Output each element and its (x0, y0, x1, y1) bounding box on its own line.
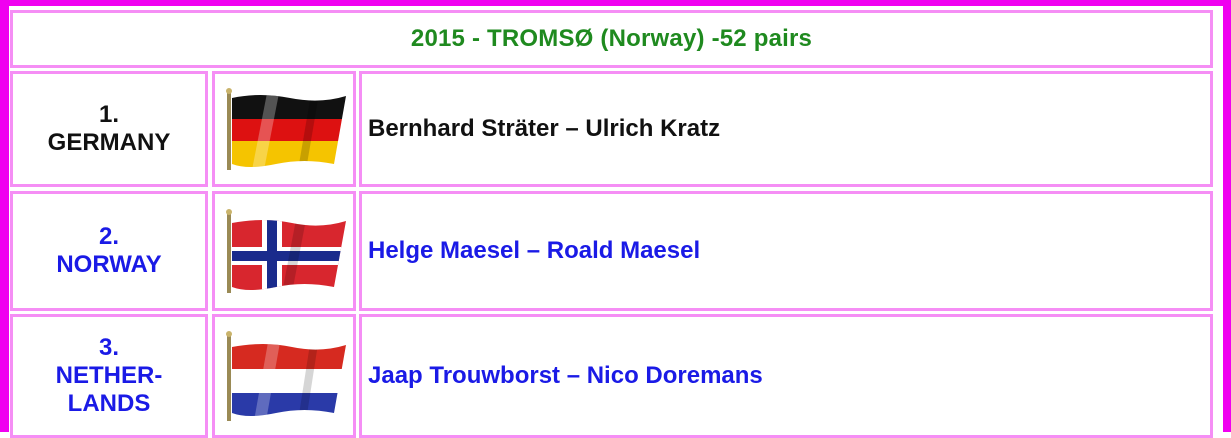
table-title-cell (10, 10, 1213, 68)
rank-cell-3 (10, 314, 208, 438)
pair-cell-1 (359, 71, 1213, 187)
flag-cell-2 (212, 191, 356, 311)
rank-cell-1 (10, 71, 208, 187)
rank-country-2: 2. NORWAY (56, 223, 162, 278)
rank-country-1: 1. GERMANY (47, 101, 171, 156)
pair-cell-3 (359, 314, 1213, 438)
pair-cell-2 (359, 191, 1213, 311)
pair-names-2: Helge Maesel – Roald Maesel (368, 237, 701, 264)
flag-cell-1 (212, 71, 356, 187)
rank-cell-2 (10, 191, 208, 311)
norway-flag-icon (220, 209, 348, 293)
germany-flag-icon (220, 88, 348, 170)
table-title: 2015 - TROMSØ (Norway) -52 pairs (410, 25, 813, 52)
flag-cell-3 (212, 314, 356, 438)
netherlands-flag-icon (220, 331, 348, 421)
rank-country-3: 3. NETHER- LANDS (55, 334, 163, 417)
pair-names-3: Jaap Trouwborst – Nico Doremans (368, 362, 763, 389)
pair-names-1: Bernhard Sträter – Ulrich Kratz (368, 115, 721, 142)
